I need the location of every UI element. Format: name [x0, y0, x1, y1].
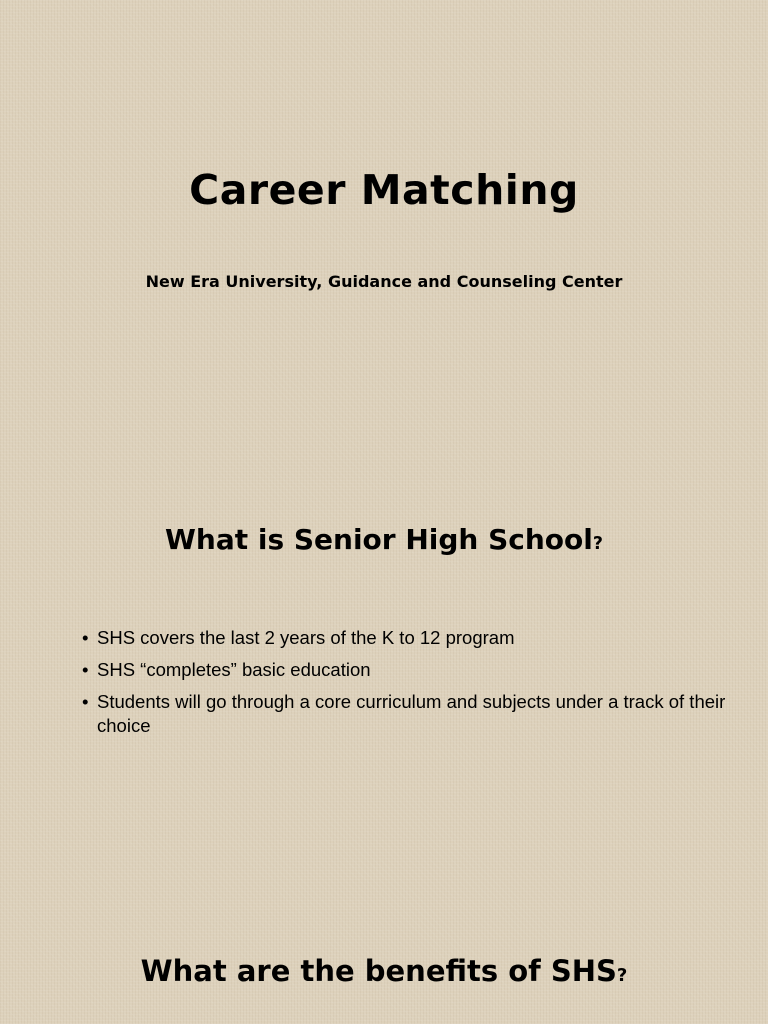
heading-question-mark: ?: [616, 965, 628, 986]
heading-question-mark: ?: [592, 534, 603, 554]
bullet-icon: •: [82, 691, 89, 712]
slide-title: [0, 0, 768, 384]
list-item: [80, 626, 740, 650]
list-item-text: SHS “completes” basic education: [97, 659, 371, 680]
heading-text: What are the benefits of SHS: [140, 954, 617, 988]
bullet-icon: •: [82, 659, 89, 680]
slide-benefits: [0, 768, 768, 1024]
list-item: [80, 690, 740, 738]
heading-text: What is Senior High School: [165, 523, 593, 556]
section-heading: [0, 523, 768, 556]
list-item: [80, 658, 740, 682]
page-title: Career Matching: [189, 166, 579, 214]
list-item-text: Students will go through a core curriculum and subjects under a track of their choice: [97, 691, 726, 736]
list-item-text: SHS covers the last 2 years of the K to 12 program: [97, 627, 515, 648]
bullet-list: [80, 626, 740, 746]
slide-senior-high-school: [0, 384, 768, 768]
section-heading: [0, 954, 768, 988]
bullet-icon: •: [82, 627, 89, 648]
subtitle: New Era University, Guidance and Counseling Center: [145, 272, 623, 291]
